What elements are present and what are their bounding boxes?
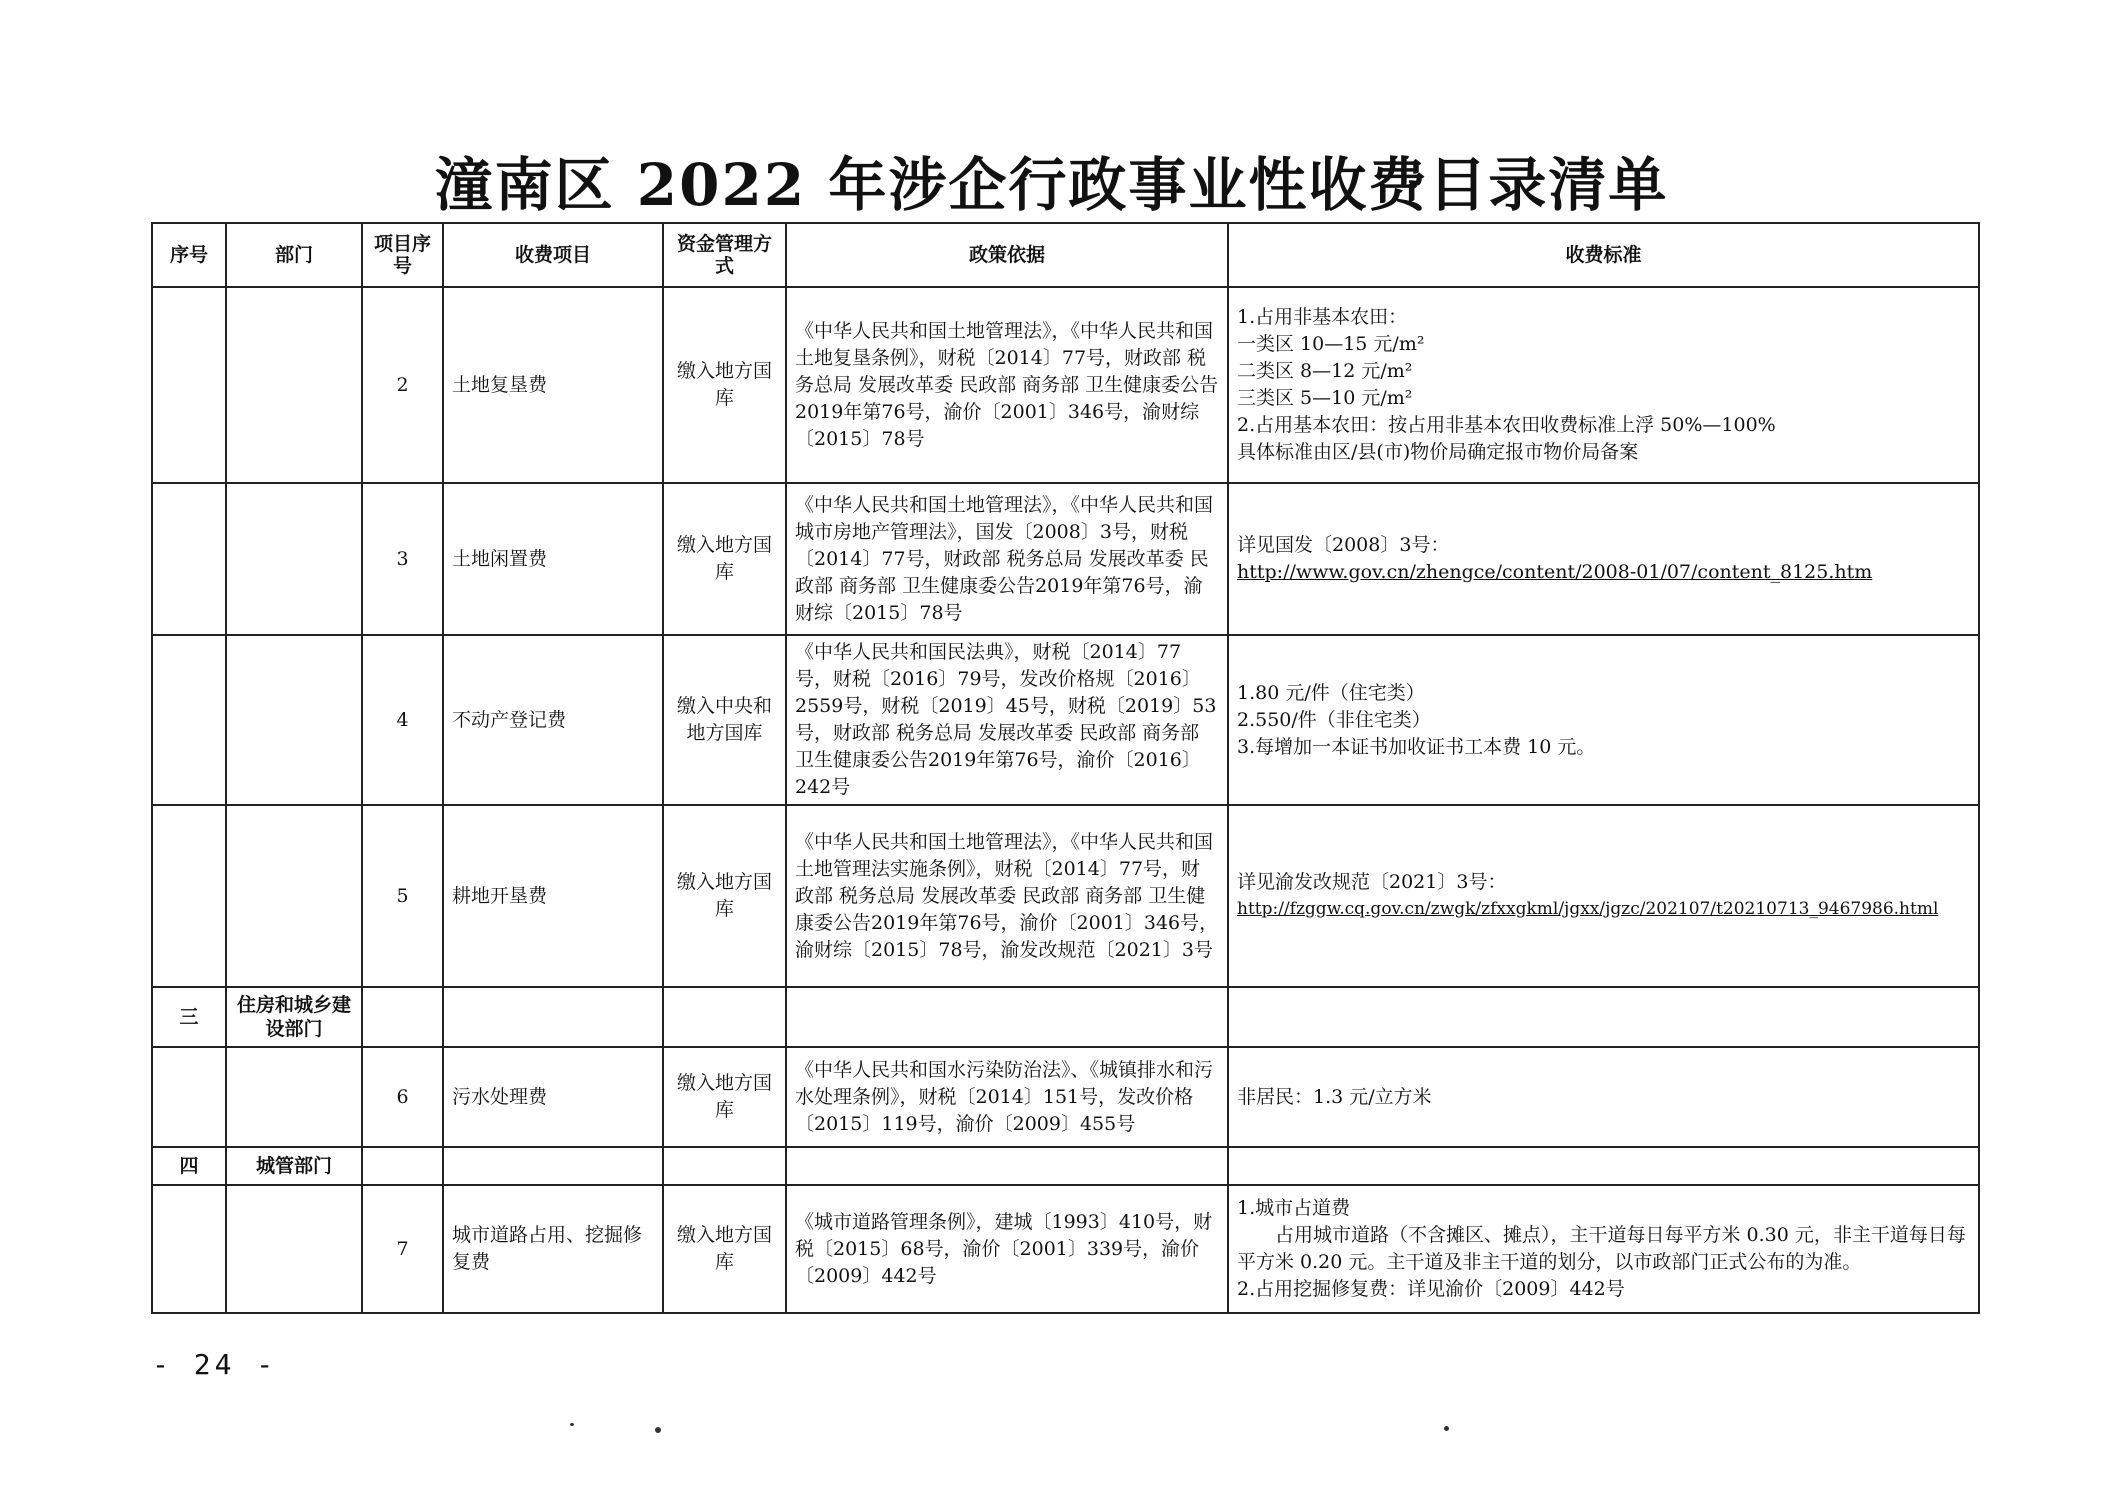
cell-standard [1228, 483, 1979, 635]
cell-fund: 缴入地方国库 [663, 805, 786, 987]
section-dept: 住房和城乡建设部门 [226, 987, 362, 1047]
cell-seq [152, 635, 226, 805]
page-title: 潼南区 2022 年涉企行政事业性收费目录清单 [434, 151, 1669, 219]
policy-link[interactable]: http://fzggw.cq.gov.cn/zwgk/zfxxgkml/jgxx/jgzc/202107/t20210713_9467986.html [1237, 899, 1939, 919]
section-seq: 四 [152, 1147, 226, 1185]
cell-basis: 《中华人民共和国土地管理法》，《中华人民共和国城市房地产管理法》，国发〔2008〕3号，财税〔2014〕77号，财政部 税务总局 发展改革委 民政部 商务部 卫生健康委公告2019年第76号，渝财综〔2015〕78号 [786, 483, 1228, 635]
standard-text: 详见国发〔2008〕3号： [1237, 534, 1450, 556]
cell-standard: 1.占用非基本农田： 一类区 10—15 元/m² 二类区 8—12 元/m² 三类区 5—10 元/m² 2.占用基本农田：按占用非基本农田收费标准上浮 50%—100% 具体标准由区/县(市)物价局确定报市物价局备案 [1228, 287, 1979, 483]
cell-item: 城市道路占用、挖掘修复费 [443, 1185, 663, 1313]
section-dept: 城管部门 [226, 1147, 362, 1185]
cell-fund: 缴入地方国库 [663, 287, 786, 483]
cell-item: 土地闲置费 [443, 483, 663, 635]
empty-cell [663, 1147, 786, 1185]
empty-cell [1228, 1147, 1979, 1185]
table-row [152, 1185, 1979, 1313]
empty-cell [1228, 987, 1979, 1047]
standard-text: 详见渝发改规范〔2021〕3号： [1237, 871, 1507, 893]
cell-seq [152, 1185, 226, 1313]
cell-seq [152, 1047, 226, 1147]
table-header-row [152, 223, 1979, 287]
cell-standard: 1.80 元/件（住宅类） 2.550/件（非住宅类） 3.每增加一本证书加收证书工本费 10 元。 [1228, 635, 1979, 805]
cell-fund: 缴入地方国库 [663, 1185, 786, 1313]
table-row [152, 635, 1979, 805]
section-seq: 三 [152, 987, 226, 1047]
header-item: 收费项目 [443, 223, 663, 287]
cell-standard [1228, 1185, 1979, 1313]
page-number: - 24 - [152, 1348, 278, 1381]
cell-dept [226, 287, 362, 483]
cell-dept [226, 1185, 362, 1313]
cell-basis: 《中华人民共和国土地管理法》，《中华人民共和国土地管理法实施条例》，财税〔2014〕77号，财政部 税务总局 发展改革委 民政部 商务部 卫生健康委公告2019年第76号，渝价〔2001〕346号，渝财综〔2015〕78号，渝发改规范〔2021〕3号 [786, 805, 1228, 987]
empty-cell [443, 1147, 663, 1185]
fee-table [151, 222, 1980, 1314]
header-seq: 序号 [152, 223, 226, 287]
cell-item-no: 2 [362, 287, 443, 483]
cell-standard: 非居民：1.3 元/立方米 [1228, 1047, 1979, 1147]
scan-speck [655, 1427, 661, 1433]
empty-cell [362, 1147, 443, 1185]
cell-basis: 《中华人民共和国土地管理法》，《中华人民共和国土地复垦条例》，财税〔2014〕77号，财政部 税务总局 发展改革委 民政部 商务部 卫生健康委公告2019年第76号，渝价〔2001〕346号，渝财综〔2015〕78号 [786, 287, 1228, 483]
empty-cell [786, 987, 1228, 1047]
header-fund: 资金管理方式 [663, 223, 786, 287]
cell-item-no: 7 [362, 1185, 443, 1313]
cell-seq [152, 805, 226, 987]
header-standard: 收费标准 [1228, 223, 1979, 287]
empty-cell [362, 987, 443, 1047]
cell-item-no: 6 [362, 1047, 443, 1147]
cell-dept [226, 805, 362, 987]
empty-cell [786, 1147, 1228, 1185]
cell-item-no: 4 [362, 635, 443, 805]
header-item-no: 项目序号 [362, 223, 443, 287]
header-dept: 部门 [226, 223, 362, 287]
cell-fund: 缴入地方国库 [663, 1047, 786, 1147]
cell-basis: 《中华人民共和国水污染防治法》、《城镇排水和污水处理条例》，财税〔2014〕151号，发改价格〔2015〕119号，渝价〔2009〕455号 [786, 1047, 1228, 1147]
cell-basis: 《中华人民共和国民法典》，财税〔2014〕77号，财税〔2016〕79号，发改价格规〔2016〕2559号，财税〔2019〕45号，财税〔2019〕53号，财政部 税务总局 发展改革委 民政部 商务部 卫生健康委公告2019年第76号，渝价〔2016〕242号 [786, 635, 1228, 805]
policy-link[interactable]: http://www.gov.cn/zhengce/content/2008-01/07/content_8125.htm [1237, 561, 1873, 583]
table-row [152, 287, 1979, 483]
table-row [152, 805, 1979, 987]
standard-text: 2.占用挖掘修复费：详见渝价〔2009〕442号 [1237, 1278, 1625, 1300]
scan-speck [570, 1423, 574, 1426]
empty-cell [663, 987, 786, 1047]
cell-item: 耕地开垦费 [443, 805, 663, 987]
cell-fund: 缴入地方国库 [663, 483, 786, 635]
cell-dept [226, 483, 362, 635]
cell-dept [226, 635, 362, 805]
cell-item-no: 3 [362, 483, 443, 635]
standard-text: 占用城市道路（不含摊区、摊点），主干道每日每平方米 0.30 元，非主干道每日每平方米 0.20 元。主干道及非主干道的划分，以市政部门正式公布的为准。 [1237, 1224, 1966, 1273]
header-basis: 政策依据 [786, 223, 1228, 287]
cell-item-no: 5 [362, 805, 443, 987]
scan-speck [1444, 1426, 1449, 1431]
cell-seq [152, 287, 226, 483]
cell-standard [1228, 805, 1979, 987]
cell-item: 不动产登记费 [443, 635, 663, 805]
cell-item: 污水处理费 [443, 1047, 663, 1147]
section-row [152, 987, 1979, 1047]
cell-seq [152, 483, 226, 635]
cell-dept [226, 1047, 362, 1147]
table-row [152, 1047, 1979, 1147]
cell-item: 土地复垦费 [443, 287, 663, 483]
cell-fund: 缴入中央和地方国库 [663, 635, 786, 805]
cell-basis: 《城市道路管理条例》，建城〔1993〕410号，财税〔2015〕68号，渝价〔2001〕339号，渝价〔2009〕442号 [786, 1185, 1228, 1313]
standard-text: 1.城市占道费 [1237, 1197, 1351, 1219]
table-row [152, 483, 1979, 635]
empty-cell [443, 987, 663, 1047]
section-row [152, 1147, 1979, 1185]
